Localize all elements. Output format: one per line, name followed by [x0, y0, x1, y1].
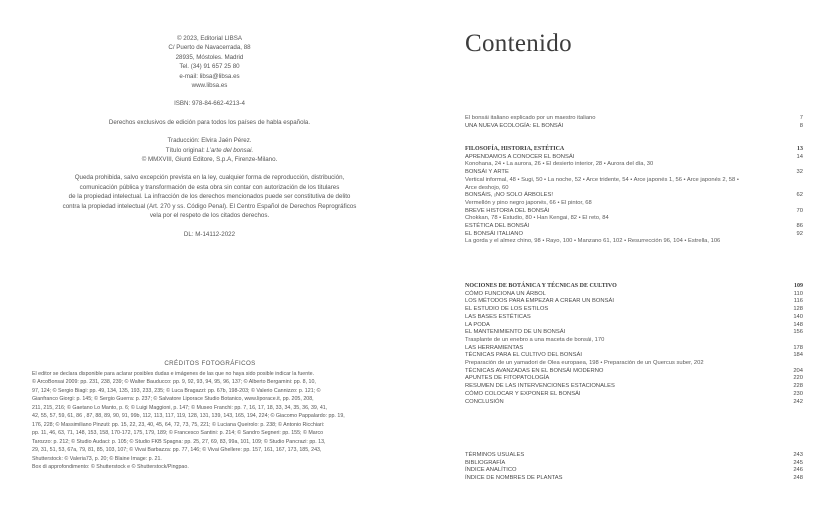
toc-page-number: [789, 177, 803, 185]
toc-page-number: 184: [793, 352, 803, 359]
toc-entry-text: Vertical informal, 48 • Sugi, 50 • La noche, 52 • Arce tridente, 54 • Arce japonés 1, 56 • Arce japonés 2, 58 •: [465, 176, 739, 183]
toc-entry-row: [465, 383, 803, 391]
toc-entry-text: CÓMO FUNCIONA UN ÁRBOL: [465, 290, 546, 297]
toc-page-number: 228: [793, 383, 803, 390]
toc-block: [465, 115, 803, 130]
toc-page-number: 243: [793, 452, 803, 458]
toc-entry-text: CONCLUSIÓN: [465, 398, 504, 405]
toc-page-number: 204: [793, 367, 803, 374]
toc-page-number: [789, 185, 803, 193]
toc-entry-text: LA PODA: [465, 321, 490, 328]
credits-line: Box di approfondimento: © Shutterstock e © Shutterstock/Pingpao.: [32, 464, 189, 470]
toc-page-number: 14: [796, 153, 803, 160]
toc-page-number: 7: [799, 115, 803, 121]
credits-line: 97, 124; © Sergio Biagi: pp. 49, 134, 135, 193, 233, 235; © Luca Bragazzi: pp. 67b, 198-203; © Valerio Cannizzo: p. 121; ©: [32, 387, 321, 394]
toc-block: [465, 283, 803, 406]
credits-line: El editor se declara disponible para aclarar posibles dudas e imágenes de las que no haya sido posible indicar la fuente.: [32, 370, 315, 377]
left-page: [0, 0, 419, 532]
toc-subentry-row: [465, 161, 803, 169]
original-title-line: [0, 146, 419, 155]
translation-credit: Traducción: Elvira Jaén Pérez.: [167, 137, 252, 145]
credits-line: pp. 11, 46, 63, 71, 148, 153, 158, 170-172, 175, 179, 189; © Francesco Santini: p. 214; © Sandro Segneri: pp. 155; © Marco: [32, 430, 324, 436]
toc-page-number: 62: [796, 192, 803, 199]
toc-page-number: 92: [796, 230, 803, 237]
toc-entry-text: Arce deshojo, 60: [465, 184, 509, 191]
credits-line: Gianfranco Giorgi: p. 145; © Sergio Guerra: p. 237; © Salvatore Liporace Studio Botanico, www.liporace.it, pp. 205, 208,: [32, 396, 314, 402]
toc-page-number: 128: [793, 306, 803, 313]
toc-entry-text: Preparación de un yamadori de Olea europaea, 198 • Preparación de un Quercus suber, 202: [465, 360, 704, 367]
toc-page-number: 70: [796, 207, 803, 214]
toc-subentry-row: [465, 115, 803, 123]
toc-entry-text: CÓMO COLOCAR Y EXPONER EL BONSÁI: [465, 390, 581, 397]
toc-entry-row: [465, 399, 803, 407]
toc-entry-text: APUNTES DE FITOPATOLOGÍA: [465, 375, 550, 382]
toc-page-number: 178: [793, 344, 803, 351]
credits-line: Shutterstock: © Valeria73, p. 20; © Blaine Image: p. 21.: [32, 455, 162, 462]
legal-line: comunicación pública y transformación de esta obra sin contar con autorización de los titulares: [79, 183, 340, 191]
toc-page-number: 220: [793, 375, 803, 382]
toc-title: Contenido: [465, 30, 572, 57]
toc-page-number: 110: [793, 290, 803, 297]
toc-page-number: 140: [793, 313, 803, 320]
credits-line: 42, 55, 57, 59, 61, 86 , 87, 88, 89, 90, 91, 99b, 112, 113, 117, 119, 128, 131, 139, 143, 165, 194, 224; © Giacomo Pappalardo: pp. 19,: [32, 413, 345, 419]
toc-entry-text: Trasplante de un enebro a una maceta de bonsái, 170: [465, 336, 605, 343]
legal-line: vela por el respeto de los citados derechos.: [149, 212, 270, 220]
imprint: [0, 34, 419, 239]
toc-page-number: 230: [793, 390, 803, 397]
toc-entry-text: EL MANTENIMIENTO DE UN BONSÁI: [465, 329, 566, 336]
toc-subentry-row: [465, 337, 803, 345]
credits-line: © ArcoBonsai 2009: pp. 231, 238, 239; © Walter Bauducco: pp. 9, 92, 93, 94, 95, 96, 137; © Alberto Bergamini: pp. 8, 10,: [32, 379, 316, 385]
toc-entry-text: EL BONSÁI ITALIANO: [465, 230, 523, 237]
toc-page-number: 248: [793, 475, 803, 482]
toc-entry-text: Chokkan, 78 • Estudio, 80 • Han Kengai, 82 • El reto, 84: [465, 215, 609, 222]
imprint-line: e-mail: libsa@libsa.es: [179, 72, 240, 80]
legal-line: contra la propiedad intelectual (Art. 270 y ss. Código Penal). El Centro Español de Derechos Reprográficos: [62, 202, 357, 210]
legal-deposit: DL: M-14112-2022: [183, 230, 236, 238]
toc-entry-row: [465, 314, 803, 322]
imprint-line: C/ Puerto de Navacerrada, 88: [168, 44, 251, 52]
toc-entry-row: [465, 391, 803, 399]
toc-entry-row: [465, 298, 803, 306]
credits-title: CRÉDITOS FOTOGRÁFICOS: [164, 360, 256, 367]
toc-entry-row: [465, 208, 803, 216]
toc-subentry-row: [465, 177, 803, 185]
right-page: [420, 0, 839, 532]
toc-page-number: [789, 161, 803, 169]
toc-entry-text: UNA NUEVA ECOLOGÍA: EL BONSÁI: [465, 122, 564, 129]
toc-page-number: 109: [794, 283, 803, 289]
toc-entry-text: ÍNDICE ANALÍTICO: [465, 467, 517, 474]
imprint-line: © 2023, Editorial LIBSA: [176, 35, 243, 42]
toc-page-number: [789, 238, 803, 246]
toc-block: [465, 452, 803, 483]
imprint-line: 28935, Móstoles. Madrid: [175, 53, 244, 61]
toc-entry-text: BONSÁIS, ¡NO SOLO ÁRBOLES!: [465, 192, 553, 199]
toc-subentry-row: [465, 238, 803, 246]
toc-entry-row: [465, 329, 803, 337]
credits-line: 211, 215, 216; © Gaetano Lo Manto, p. 6; © Luigi Maggioni, p. 147; © Museo Franchi: pp. 7, 16, 17, 18, 33, 34, 35, 36, 39, 41,: [32, 404, 328, 411]
toc-entry-text: Konohana, 24 • La aurora, 26 • El desierto interior, 28 • Aurora del día, 30: [465, 161, 654, 168]
isbn: ISBN: 978-84-662-4213-4: [174, 100, 245, 108]
toc-entry-text: RESUMEN DE LAS INTERVENCIONES ESTACIONALES: [465, 383, 615, 390]
toc-entry-text: El bonsái italiano explicado por un maestro italiano: [465, 115, 596, 121]
legal-line: de la propiedad intelectual. La infracción de los derechos mencionados puede ser constitutiva de delito: [68, 193, 351, 201]
toc-entry-text: ÍNDICE DE NOMBRES DE PLANTAS: [465, 475, 563, 482]
toc-entry-row: [465, 375, 803, 383]
toc-entry-row: [465, 231, 803, 239]
toc-entry-text: BREVE HISTORIA DEL BONSÁI: [465, 207, 550, 214]
original-copyright: © MMXVIII, Giunti Editore, S.p.A, Firenze-Milano.: [141, 156, 278, 164]
toc-entry-text: APRENDAMOS A CONOCER EL BONSÁI: [465, 153, 575, 160]
toc-entry-row: [465, 452, 803, 460]
toc-page-number: [789, 215, 803, 223]
toc-entry-text: LAS BASES ESTÉTICAS: [465, 313, 531, 320]
toc-entry-text: TÉRMINOS USUALES: [465, 452, 525, 458]
toc-entry-text: ESTÉTICA DEL BONSÁI: [465, 223, 530, 230]
toc-entry-text: TÉCNICAS AVANZADAS EN EL BONSÁI MODERNO: [465, 367, 604, 374]
imprint-line: Tel. (34) 91 657 25 80: [179, 63, 240, 71]
toc-entry-row: [465, 169, 803, 177]
toc-page-number: 32: [796, 169, 803, 176]
toc-page-number: 13: [797, 146, 803, 152]
toc-entry-row: [465, 123, 803, 131]
toc-entry-row: [465, 154, 803, 162]
original-title: L’arte del bonsai.: [206, 146, 254, 154]
toc-entry-row: [465, 192, 803, 200]
toc-page-number: 8: [799, 122, 803, 129]
toc-entry-row: [465, 352, 803, 360]
toc-entry-row: [465, 467, 803, 475]
toc-entry-row: [465, 475, 803, 483]
toc-subentry-row: [465, 200, 803, 208]
toc-entry-text: EL ESTUDIO DE LOS ESTILOS: [465, 306, 549, 313]
credits-line: Tarozzo: p. 212; © Studio Audaci: p. 105; © Studio FKB Spagna: pp. 25, 27, 69, 83, 99a, 101, 109; © Studio Pancrazi: pp. 13,: [32, 438, 326, 445]
credits-line: 29, 31, 51, 53, 67a, 79, 81, 85, 103, 107; © Vivai Barbazza: pp. 77, 146; © Vivai Ghellere: pp. 157, 161, 167, 173, 185, 243,: [32, 447, 322, 453]
toc-page-number: 242: [793, 398, 803, 405]
toc-block: [465, 146, 803, 246]
toc-entry-text: BONSÁI Y ARTE: [465, 169, 509, 176]
toc-entry-text: NOCIONES DE BOTÁNICA Y TÉCNICAS DE CULTIVO: [465, 283, 617, 289]
toc-entry-text: La gorda y el almez chino, 98 • Rayo, 100 • Manzano 61, 102 • Resurrección 96, 104 • Estrella, 106: [465, 238, 721, 245]
toc-page-number: 246: [793, 467, 803, 474]
toc-page-number: 245: [793, 459, 803, 466]
rights-notice: Derechos exclusivos de edición para todos los países de habla española.: [108, 118, 311, 126]
toc-page-number: 156: [793, 329, 803, 336]
legal-line: Queda prohibida, salvo excepción prevista en la ley, cualquier forma de reproducción, distribución,: [74, 174, 345, 182]
credits-line: 176, 228; © Massimiliano Pinzuti: pp. 15, 22, 23, 40, 45, 64, 72, 73, 75, 221; © Luciana Queirolo: p. 238; © Antonio Ricchiari:: [32, 421, 325, 428]
photo-credits: [32, 360, 388, 472]
toc-entry-text: BIBLIOGRAFÍA: [465, 459, 506, 466]
toc-entry-row: [465, 223, 803, 231]
toc-page-number: 148: [793, 321, 803, 328]
toc-page-number: 86: [796, 223, 803, 230]
toc-section-row: [465, 283, 803, 291]
toc-page-number: [789, 337, 803, 345]
toc-entry-text: FILOSOFÍA, HISTORIA, ESTÉTICA: [465, 146, 565, 152]
toc-subentry-row: [465, 215, 803, 223]
imprint-line: www.libsa.es: [191, 82, 228, 90]
toc-subentry-row: [465, 360, 803, 368]
toc-entry-text: Vermellón y pino negro japonés, 66 • El pintor, 68: [465, 199, 592, 206]
toc-page-number: [789, 200, 803, 208]
toc-entry-text: TÉCNICAS PARA EL CULTIVO DEL BONSÁI: [465, 352, 582, 359]
toc-entry-text: LOS MÉTODOS PARA EMPEZAR A CREAR UN BONSÁI: [465, 298, 614, 305]
toc-page-number: 116: [793, 298, 803, 305]
toc-section-row: [465, 146, 803, 154]
toc-entry-text: LAS HERRAMIENTAS: [465, 344, 524, 351]
original-title-label: Título original:: [165, 146, 207, 154]
toc-page-number: [789, 360, 803, 368]
toc-entry-row: [465, 306, 803, 314]
